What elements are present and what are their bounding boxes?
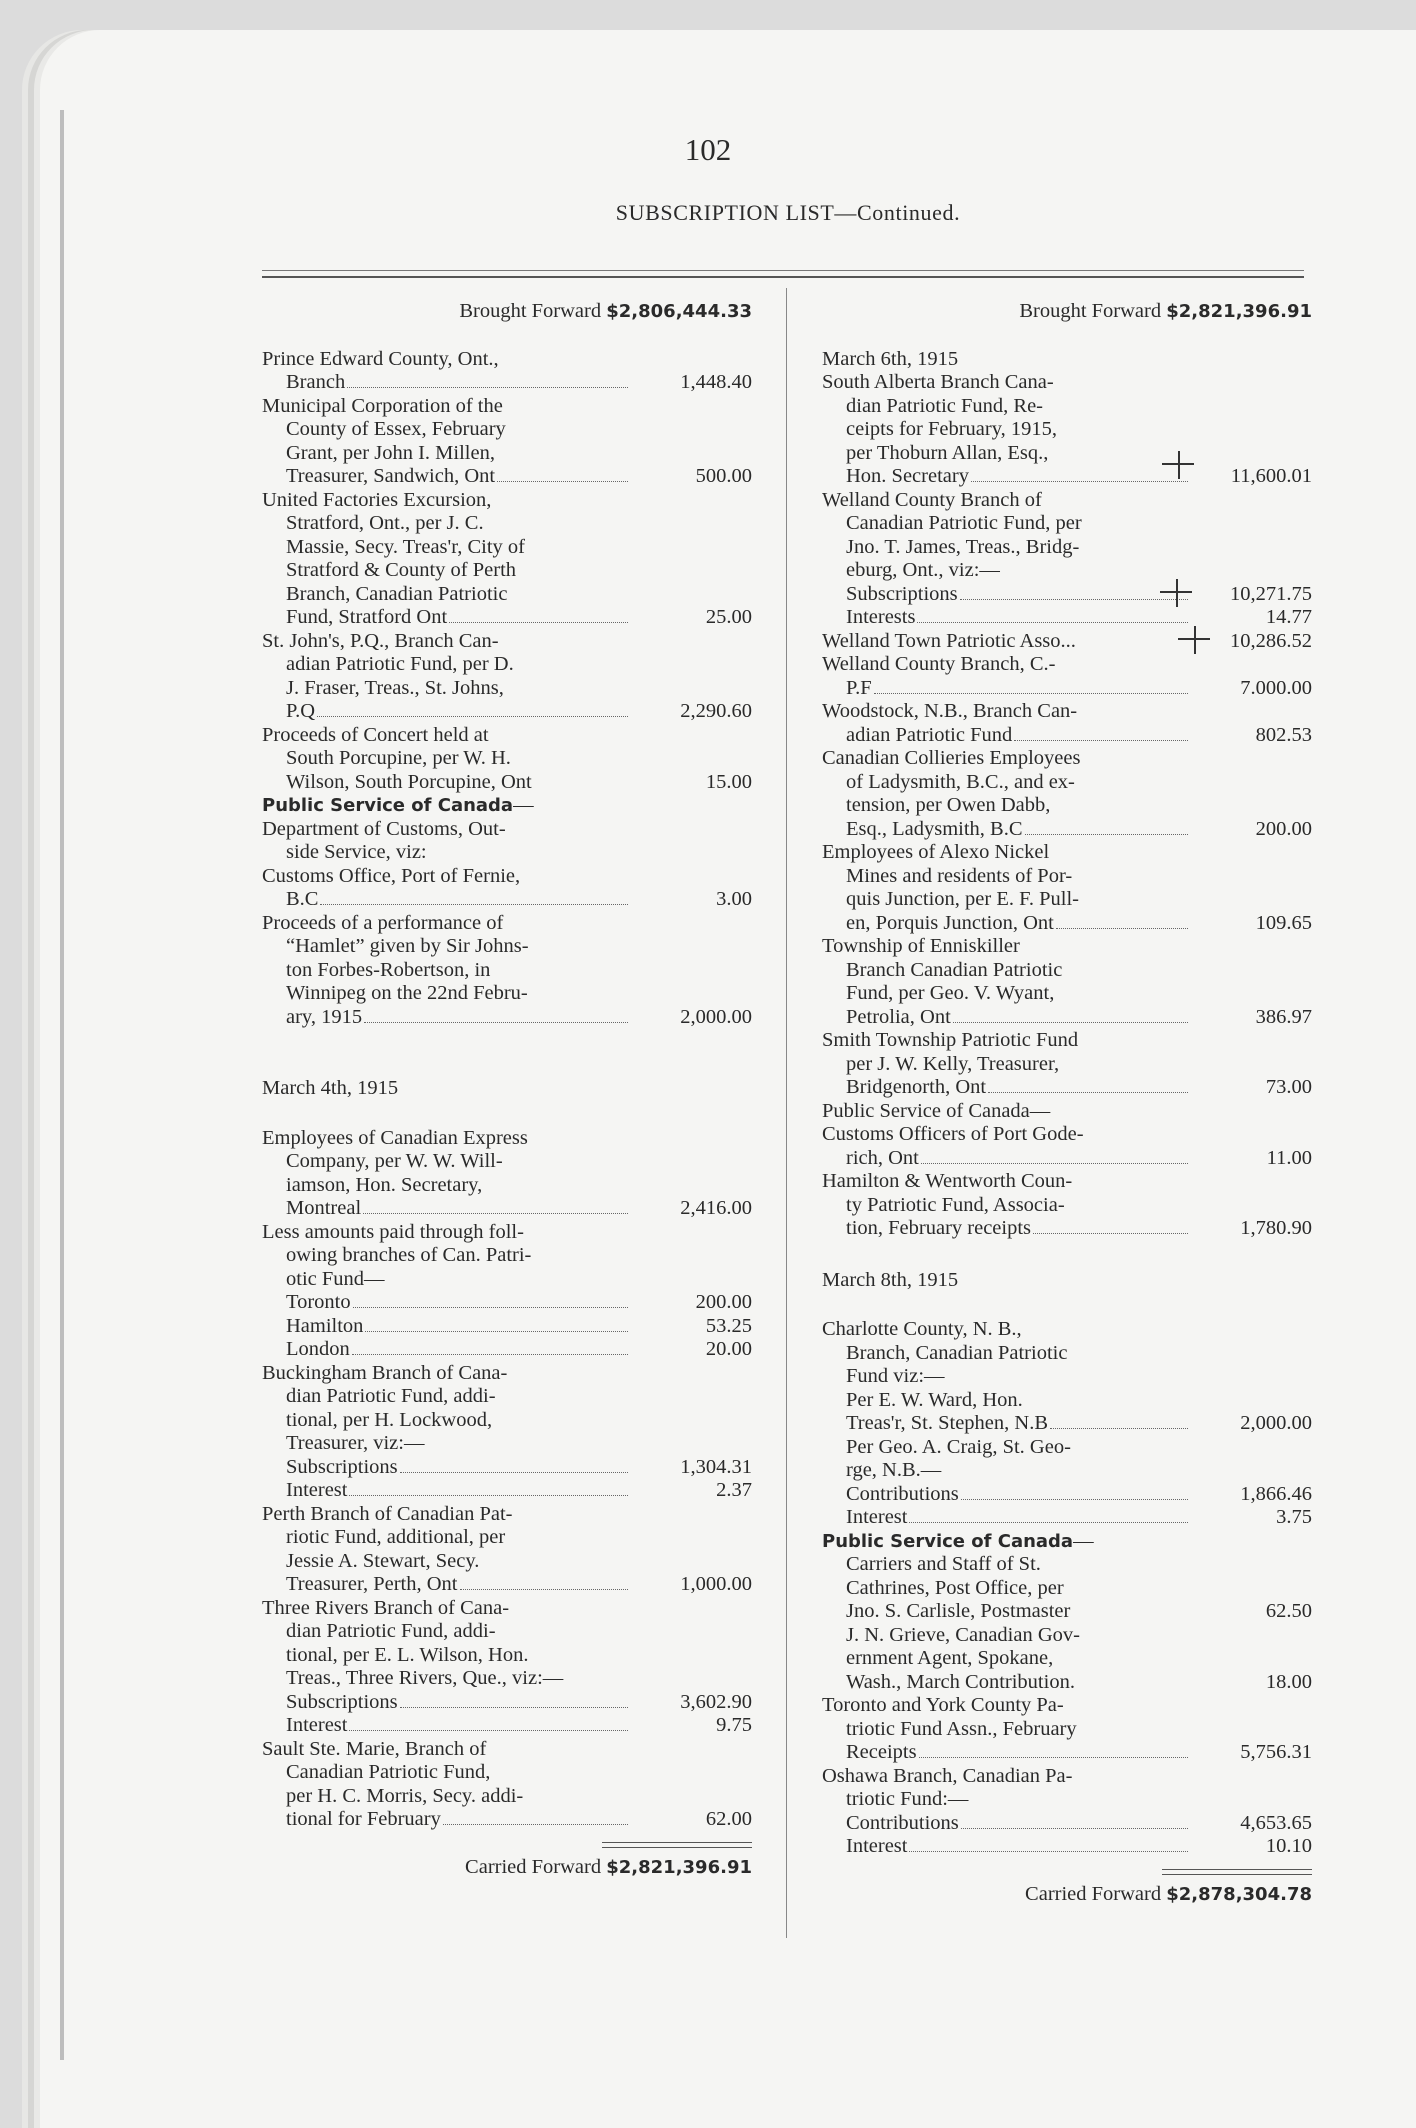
heading-dash: — <box>513 794 534 816</box>
entry-line: Bridgenorth, Ont <box>846 1076 987 1098</box>
carried-forward <box>262 1856 752 1880</box>
entry-line: Welland County Branch, C.- <box>822 653 1056 675</box>
entry-line: Stratford, Ont., per J. C. <box>286 512 484 534</box>
entry-line: riotic Fund, additional, per <box>286 1526 506 1548</box>
brought-forward <box>262 300 752 324</box>
entry-line: Interests <box>846 606 916 628</box>
entry-amount: 200.00 <box>695 1291 752 1313</box>
page-edge <box>60 110 64 2060</box>
list-item <box>262 1738 752 1832</box>
entry-amount: 53.25 <box>705 1314 752 1337</box>
entry-line: adian Patriotic Fund <box>846 723 1013 746</box>
entry-line: Department of Customs, Out- <box>262 817 506 840</box>
brought-forward <box>822 300 1312 324</box>
entry-line: Mines and residents of Por- <box>846 864 1073 887</box>
brought-forward-label: Brought Forward <box>1019 300 1162 322</box>
list-item <box>822 1318 1312 1530</box>
entry-amount: 62.50 <box>1265 1600 1312 1622</box>
public-service-heading: Public Service of Canada <box>822 1530 1074 1552</box>
public-service-heading: Public Service of Canada <box>262 795 514 816</box>
entry-line: ty Patriotic Fund, Associa- <box>846 1193 1065 1216</box>
entry-line: Buckingham Branch of Cana- <box>262 1361 508 1384</box>
entry-line: Proceeds of Concert held at <box>262 723 489 746</box>
entry-line: Fund viz:— <box>846 1365 945 1387</box>
entry-line: Per Geo. A. Craig, St. Geo- <box>846 1435 1071 1458</box>
entry-line: adian Patriotic Fund, per D. <box>286 653 514 675</box>
list-item <box>822 1765 1312 1859</box>
handwritten-check-mark <box>1160 577 1192 609</box>
entry-amount: 3,602.90 <box>680 1690 752 1713</box>
entry-line: Canadian Patriotic Fund, per <box>846 512 1082 534</box>
list-item <box>262 348 752 395</box>
entry-amount: 18.00 <box>1265 1670 1312 1693</box>
entry-line: South Porcupine, per W. H. <box>286 747 511 769</box>
carried-forward-label: Carried Forward <box>465 1855 602 1878</box>
entry-line: Jno. S. Carlisle, Postmaster <box>846 1600 1071 1622</box>
list-item <box>262 489 752 630</box>
entry-line: Carriers and Staff of St. <box>846 1553 1041 1575</box>
entry-amount: 5,756.31 <box>1240 1741 1312 1763</box>
entry-line: dian Patriotic Fund, addi- <box>286 1620 496 1642</box>
entry-amount: 1,448.40 <box>680 371 752 393</box>
entry-line: Canadian Patriotic Fund, <box>286 1761 491 1783</box>
entry-amount: 4,653.65 <box>1240 1811 1312 1834</box>
entry-line: Subscriptions <box>286 1455 398 1478</box>
entry-line: Customs Office, Port of Fernie, <box>262 864 521 887</box>
date-heading: March 8th, 1915 <box>822 1268 959 1291</box>
entry-line: Treasurer, viz:— <box>286 1432 425 1454</box>
list-item <box>262 865 752 912</box>
entry-amount: 11,600.01 <box>1230 465 1312 487</box>
entry-line: dian Patriotic Fund, addi- <box>286 1385 496 1407</box>
entry-line: London <box>286 1338 350 1360</box>
entry-line: ceipts for February, 1915, <box>846 418 1058 440</box>
entry-line: rich, Ont <box>846 1146 919 1169</box>
list-item <box>822 935 1312 1029</box>
entry-amount: 109.65 <box>1255 911 1312 934</box>
entry-line: Employees of Canadian Express <box>262 1126 528 1149</box>
list-item <box>822 653 1312 700</box>
entry-line: Smith Township Patriotic Fund <box>822 1029 1079 1051</box>
entry-line: Branch <box>286 371 346 393</box>
entry-line: United Factories Excursion, <box>262 488 492 511</box>
entry-line: B.C <box>286 888 319 910</box>
entry-line: P.F <box>846 676 872 699</box>
entry-line: Interest <box>846 1835 908 1857</box>
list-item <box>822 747 1312 841</box>
entry-line: iamson, Hon. Secretary, <box>286 1173 483 1196</box>
entry-line: tional for February <box>286 1808 441 1830</box>
entry-line: Hon. Secretary <box>846 465 969 487</box>
entry-amount: 1,780.90 <box>1240 1217 1312 1239</box>
entry-amount: 7.000.00 <box>1240 676 1312 699</box>
entry-line: ton Forbes-Robertson, in <box>286 958 491 981</box>
list-item <box>822 1553 1312 1624</box>
entry-amount: 14.77 <box>1265 606 1312 628</box>
entry-amount: 1,304.31 <box>680 1455 752 1478</box>
entry-line: triotic Fund:— <box>846 1788 969 1810</box>
carried-forward <box>822 1883 1312 1907</box>
carried-forward-label: Carried Forward <box>1025 1882 1162 1905</box>
entry-amount: 10,271.75 <box>1230 582 1312 605</box>
entry-line: ernment Agent, Spokane, <box>846 1647 1054 1669</box>
section-heading <box>262 794 752 818</box>
entry-line: quis Junction, per E. F. Pull- <box>846 888 1079 910</box>
entry-amount: 11.00 <box>1266 1146 1312 1169</box>
entry-amount: 73.00 <box>1265 1076 1312 1098</box>
entry-line: eburg, Ont., viz:— <box>846 559 1000 581</box>
page-number: 102 <box>684 132 732 167</box>
entry-line: Fund, per Geo. V. Wyant, <box>846 982 1055 1004</box>
entry-line: Subscriptions <box>846 582 958 605</box>
list-item <box>822 489 1312 630</box>
list-item <box>262 1127 752 1221</box>
handwritten-check-mark <box>1162 449 1194 481</box>
entry-line: County of Essex, February <box>286 418 506 440</box>
entry-line: ary, 1915 <box>286 1005 363 1028</box>
entry-amount: 2,000.00 <box>680 1005 752 1028</box>
entry-amount: 500.00 <box>695 465 752 487</box>
entry-line: Toronto and York County Pa- <box>822 1694 1064 1716</box>
entry-line: Jno. T. James, Treas., Bridg- <box>846 535 1080 558</box>
entry-line: Jessie A. Stewart, Secy. <box>286 1549 480 1572</box>
entry-line: Fund, Stratford Ont <box>286 606 448 628</box>
entry-line: Branch, Canadian Patriotic <box>846 1341 1068 1364</box>
entry-line: Woodstock, N.B., Branch Can- <box>822 700 1078 722</box>
section-heading <box>822 1530 1312 1554</box>
entry-line: Hamilton & Wentworth Coun- <box>822 1170 1073 1192</box>
entry-line: Branch, Canadian Patriotic <box>286 582 508 605</box>
entry-line: en, Porquis Junction, Ont <box>846 911 1054 934</box>
entry-line: owing branches of Can. Patri- <box>286 1244 532 1266</box>
entry-amount: 10,286.52 <box>1230 629 1312 652</box>
entry-line: tion, February receipts <box>846 1217 1032 1239</box>
brought-forward-amount: $2,821,396.91 <box>1166 301 1312 322</box>
list-item <box>262 724 752 795</box>
list-item <box>822 371 1312 489</box>
entry-line: per J. W. Kelly, Treasurer, <box>846 1052 1060 1075</box>
entry-line: Sault Ste. Marie, Branch of <box>262 1737 487 1760</box>
total-rule <box>602 1842 752 1848</box>
entry-amount: 9.75 <box>716 1714 752 1736</box>
list-item <box>822 1624 1312 1695</box>
entry-line: Charlotte County, N. B., <box>822 1318 1022 1340</box>
total-rule <box>1162 1869 1312 1875</box>
entry-line: Contributions <box>846 1811 959 1834</box>
entry-amount: 20.00 <box>705 1338 752 1360</box>
entry-line: Wilson, South Porcupine, Ont <box>286 770 532 793</box>
entry-amount: 3.75 <box>1276 1506 1312 1528</box>
right-column <box>822 300 1312 1906</box>
entry-line: Per E. W. Ward, Hon. <box>846 1388 1023 1411</box>
entry-line: of Ladysmith, B.C., and ex- <box>846 770 1075 793</box>
entry-line: South Alberta Branch Cana- <box>822 371 1054 393</box>
list-item <box>822 1123 1312 1170</box>
list-item <box>262 395 752 489</box>
entry-line: tension, per Owen Dabb, <box>846 794 1051 816</box>
carried-forward-amount: $2,821,396.91 <box>606 1856 752 1878</box>
entry-line: Contributions <box>846 1482 959 1505</box>
entry-amount: 2,000.00 <box>1240 1412 1312 1434</box>
entry-amount: 62.00 <box>705 1808 752 1830</box>
entry-line: per Thoburn Allan, Esq., <box>846 441 1049 464</box>
entry-line: P.Q <box>286 700 316 722</box>
header-rule <box>262 270 1304 278</box>
list-item <box>822 1100 1312 1124</box>
entry-line: tional, per H. Lockwood, <box>286 1408 493 1431</box>
list-item <box>822 1694 1312 1765</box>
brought-forward-amount: $2,806,444.33 <box>606 301 752 322</box>
entry-amount: 10.10 <box>1265 1835 1312 1857</box>
entry-line: Montreal <box>286 1197 362 1219</box>
entry-amount: 15.00 <box>705 770 752 793</box>
entry-line: Branch Canadian Patriotic <box>846 958 1063 981</box>
entry-line: Proceeds of a performance of <box>262 911 504 934</box>
list-item <box>822 700 1312 747</box>
entry-line: Prince Edward County, Ont., <box>262 347 499 370</box>
entry-line: Winnipeg on the 22nd Febru- <box>286 982 528 1004</box>
list-item <box>262 912 752 1030</box>
entry-line: Hamilton <box>286 1314 364 1337</box>
entry-line: Subscriptions <box>286 1690 398 1713</box>
entry-amount: 2,416.00 <box>680 1197 752 1219</box>
entry-line: Stratford & County of Perth <box>286 559 517 581</box>
entry-amount: 2.37 <box>716 1479 752 1501</box>
entry-line: Welland Town Patriotic Asso... <box>822 629 1076 652</box>
entry-line: Interest <box>286 1714 348 1736</box>
entry-line: Massie, Secy. Treas'r, City of <box>286 535 525 558</box>
entry-line: Cathrines, Post Office, per <box>846 1576 1064 1599</box>
entry-line: J. Fraser, Treas., St. Johns, <box>286 676 504 699</box>
entry-line: dian Patriotic Fund, Re- <box>846 394 1044 417</box>
entry-line: Treasurer, Sandwich, Ont <box>286 465 496 487</box>
entry-line: Less amounts paid through foll- <box>262 1220 524 1243</box>
entry-line: Perth Branch of Canadian Pat- <box>262 1502 513 1525</box>
entry-line: Interest <box>846 1506 908 1528</box>
entry-amount: 3.00 <box>716 888 752 910</box>
running-head: SUBSCRIPTION LIST—Continued. <box>615 200 961 225</box>
entry-line: Municipal Corporation of the <box>262 394 503 417</box>
heading-dash: — <box>1073 1529 1094 1552</box>
entry-line: Petrolia, Ont <box>846 1005 951 1028</box>
list-item <box>822 841 1312 935</box>
entry-amount: 386.97 <box>1255 1005 1312 1028</box>
entry-line: Esq., Ladysmith, B.C <box>846 817 1023 840</box>
entry-line: otic Fund— <box>286 1267 385 1290</box>
entry-line: Three Rivers Branch of Cana- <box>262 1596 510 1619</box>
left-column <box>262 300 752 1879</box>
entry-line: “Hamlet” given by Sir Johns- <box>286 935 529 957</box>
entry-line: Receipts <box>846 1741 917 1763</box>
list-item <box>822 1029 1312 1100</box>
entry-amount: 802.53 <box>1255 723 1312 746</box>
entry-line: Grant, per John I. Millen, <box>286 441 495 464</box>
entry-amount: 1,866.46 <box>1240 1482 1312 1505</box>
entry-line: St. John's, P.Q., Branch Can- <box>262 629 499 652</box>
entry-line: Interest <box>286 1479 348 1501</box>
entry-line: Oshawa Branch, Canadian Pa- <box>822 1764 1073 1787</box>
entry-amount: 25.00 <box>705 606 752 628</box>
list-item <box>822 1170 1312 1241</box>
entry-line: Welland County Branch of <box>822 488 1042 511</box>
entry-line: J. N. Grieve, Canadian Gov- <box>846 1623 1080 1646</box>
entry-line: Treas., Three Rivers, Que., viz:— <box>286 1667 564 1689</box>
entry-line: Treasurer, Perth, Ont <box>286 1573 458 1595</box>
date-heading: March 4th, 1915 <box>262 1077 399 1099</box>
entry-line: Public Service of Canada— <box>822 1099 1051 1122</box>
entry-line: per H. C. Morris, Secy. addi- <box>286 1784 524 1807</box>
list-item <box>262 1597 752 1738</box>
entry-line: Employees of Alexo Nickel <box>822 841 1050 863</box>
list-item <box>262 1362 752 1503</box>
list-item <box>822 630 1312 654</box>
handwritten-check-mark <box>1178 624 1210 656</box>
column-divider <box>786 288 787 1938</box>
entry-line: side Service, viz: <box>286 841 427 863</box>
entry-line: rge, N.B.— <box>846 1459 942 1481</box>
entry-line: Customs Officers of Port Gode- <box>822 1123 1084 1145</box>
carried-forward-amount: $2,878,304.78 <box>1166 1883 1312 1905</box>
entry-amount: 200.00 <box>1255 817 1312 840</box>
entry-line: Canadian Collieries Employees <box>822 747 1081 769</box>
entry-line: Treas'r, St. Stephen, N.B <box>846 1412 1048 1434</box>
brought-forward-label: Brought Forward <box>459 300 602 322</box>
entry-line: Company, per W. W. Will- <box>286 1150 503 1172</box>
entry-line: Wash., March Contribution. <box>846 1670 1075 1693</box>
entry-amount: 1,000.00 <box>680 1573 752 1595</box>
list-item <box>262 630 752 724</box>
entry-line: tional, per E. L. Wilson, Hon. <box>286 1643 529 1666</box>
list-item <box>262 1221 752 1362</box>
list-item <box>262 1503 752 1597</box>
list-item <box>262 818 752 865</box>
entry-line: Township of Enniskiller <box>822 935 1020 957</box>
entry-line: triotic Fund Assn., February <box>846 1717 1077 1740</box>
entry-amount: 2,290.60 <box>680 700 752 722</box>
date-heading: March 6th, 1915 <box>822 347 959 370</box>
entry-line: Toronto <box>286 1291 351 1313</box>
